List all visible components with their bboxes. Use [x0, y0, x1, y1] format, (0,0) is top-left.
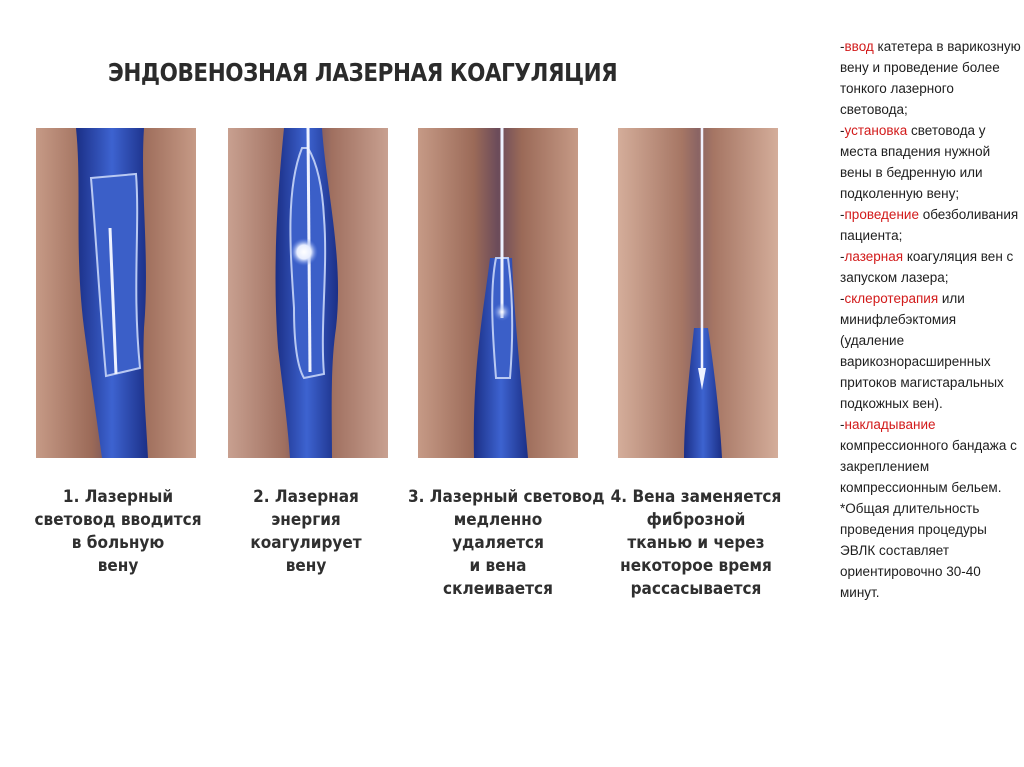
caption-line: фиброзной [646, 510, 746, 530]
procedure-item: -ввод катетера в варикозную вену и проведение более тонкого лазерного световода; [840, 39, 1021, 117]
procedure-item: -накладывание компрессионного бандажа с закреплением компрессионным бельем. [840, 417, 1017, 495]
page-title: ЭНДОВЕНОЗНАЯ ЛАЗЕРНАЯ КОАГУЛЯЦИЯ [108, 58, 618, 87]
duration-note: *Общая длительность проведения процедуры ЭВЛК составляет ориентировочно 30-40 минут. [840, 501, 987, 600]
illustration-step-4 [618, 128, 778, 458]
procedure-keyword: установка [844, 123, 908, 138]
caption-line: 1. Лазерный [62, 487, 174, 507]
caption-line: световод вводится [34, 510, 202, 530]
caption-line: рассасывается [630, 579, 762, 599]
procedure-item: -лазерная коагуляция вен с запуском лазера; [840, 249, 1014, 285]
caption-line: медленно [453, 510, 543, 530]
step-3-caption [408, 486, 605, 601]
procedure-item: -склеротерапия или минифлебэктомия (удаление варикознорасширенных притоков магистаральных подкожных вен). [840, 291, 1004, 411]
procedure-item: -проведение обезболивания пациента; [840, 207, 1019, 243]
caption-line: вену [97, 556, 139, 576]
caption-line: в больную [71, 533, 165, 553]
illustration-step-2 [228, 128, 388, 458]
illustration-step-3 [418, 128, 578, 458]
caption-line: 2. Лазерная [253, 487, 359, 507]
procedure-keyword: проведение [844, 207, 919, 222]
step-2-caption [216, 486, 396, 578]
caption-line: тканью и через [627, 533, 765, 553]
caption-line: и вена [469, 556, 527, 576]
procedure-item: -установка световода у места впадения нужной вены в бедренную или подколенную вену; [840, 123, 991, 201]
step-1-caption [28, 486, 208, 578]
caption-line: вену [285, 556, 327, 576]
procedure-keyword: склеротерапия [844, 291, 939, 306]
caption-line: склеивается [443, 579, 553, 599]
illustration-step-1 [36, 128, 196, 458]
caption-line: коагулирует [250, 533, 362, 553]
caption-line: 4. Вена заменяется [610, 487, 782, 507]
caption-line: удаляется [452, 533, 544, 553]
procedure-keyword: лазерная [844, 249, 904, 264]
procedure-keyword: накладывание [844, 417, 936, 432]
procedure-keyword: ввод [844, 39, 874, 54]
procedure-steps-text [840, 36, 1022, 603]
caption-line: 3. Лазерный световод [408, 487, 605, 507]
caption-line: энергия [271, 510, 341, 530]
caption-line: некоторое время [620, 556, 772, 576]
step-4-caption [606, 486, 786, 601]
